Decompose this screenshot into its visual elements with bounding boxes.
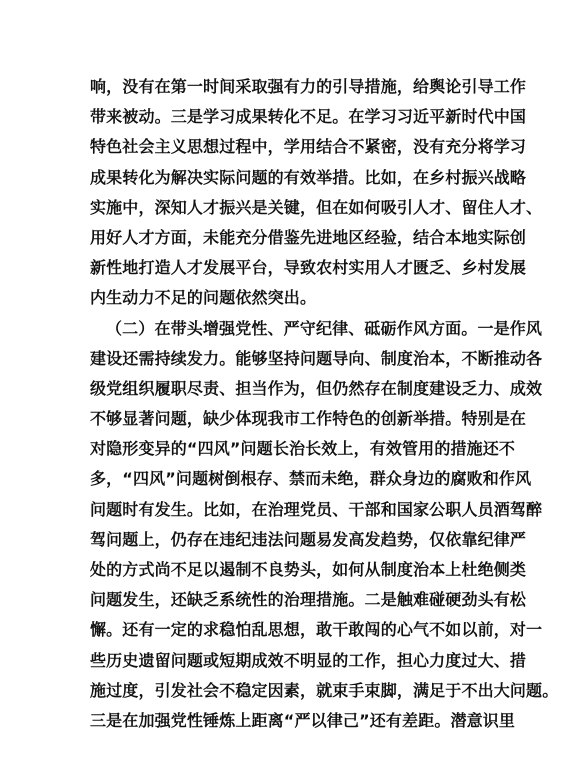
text-line-4: 成果转化为解决实际问题的有效举措。比如，在乡村振兴战略 bbox=[90, 167, 527, 187]
text-line-17: 处的方式尚不足以遏制不良势头，如何从制度治本上杜绝侧类 bbox=[90, 560, 527, 579]
text-line-21: 施过度，引发社会不稳定因素，就束手束脚，满足于不出大问题。 bbox=[90, 680, 559, 700]
text-line-13: 对隐形变异的“四风”问题长治长效上，有效管用的措施还不 bbox=[90, 439, 516, 459]
text-line-18: 问题发生，还缺乏系统性的治理措施。二是触难碰硬劲头有松 bbox=[90, 590, 527, 610]
text-line-12: 不够显著问题，缺少体现我市工作特色的创新举措。特别是在 bbox=[90, 409, 527, 429]
text-line-1: 响，没有在第一时间采取强有力的引导措施，给舆论引导工作 bbox=[90, 77, 527, 96]
text-line-9: （二）在带头增强党性、严守纪律、砥砺作风方面。一是作风 bbox=[106, 318, 543, 338]
text-line-14: 多，“四风”问题树倒根存、禁而未绝，群众身边的腐败和作风 bbox=[90, 469, 532, 489]
text-line-7: 新性地打造人才发展平台，导致农村实用人才匮乏、乡村发展 bbox=[90, 258, 527, 278]
text-line-22: 三是在加强党性锤炼上距离“严以律己”还有差距。潜意识里 bbox=[90, 710, 516, 730]
text-line-5: 实施中，深知人才振兴是关键，但在如何吸引人才、留住人才、 bbox=[90, 197, 543, 217]
text-line-16: 驾问题上，仍存在违纪违法问题易发高发趋势，仅依靠纪律严 bbox=[90, 529, 527, 549]
text-line-10: 建设还需持续发力。能够坚持问题导向、制度治本，不断推动各 bbox=[90, 348, 543, 368]
body-text bbox=[90, 72, 559, 736]
text-line-15: 问题时有发生。比如，在治理党员、干部和国家公职人员酒驾醉 bbox=[90, 499, 543, 519]
text-line-19: 懈。还有一定的求稳怕乱思想，敢干敢闯的心气不如以前，对一 bbox=[90, 620, 543, 640]
text-line-8: 内生动力不足的问题依然突出。 bbox=[90, 288, 317, 308]
text-line-20: 些历史遗留问题或短期成效不明显的工作，担心力度过大、措 bbox=[90, 650, 527, 670]
text-line-6: 用好人才方面，未能充分借鉴先进地区经验，结合本地实际创 bbox=[90, 227, 527, 247]
text-line-3: 特色社会主义思想过程中，学用结合不紧密，没有充分将学习 bbox=[90, 137, 527, 157]
text-line-2: 带来被动。三是学习成果转化不足。在学习习近平新时代中国 bbox=[90, 107, 527, 127]
text-line-11: 级党组织履职尽责、担当作为，但仍然存在制度建设乏力、成效 bbox=[90, 378, 543, 398]
